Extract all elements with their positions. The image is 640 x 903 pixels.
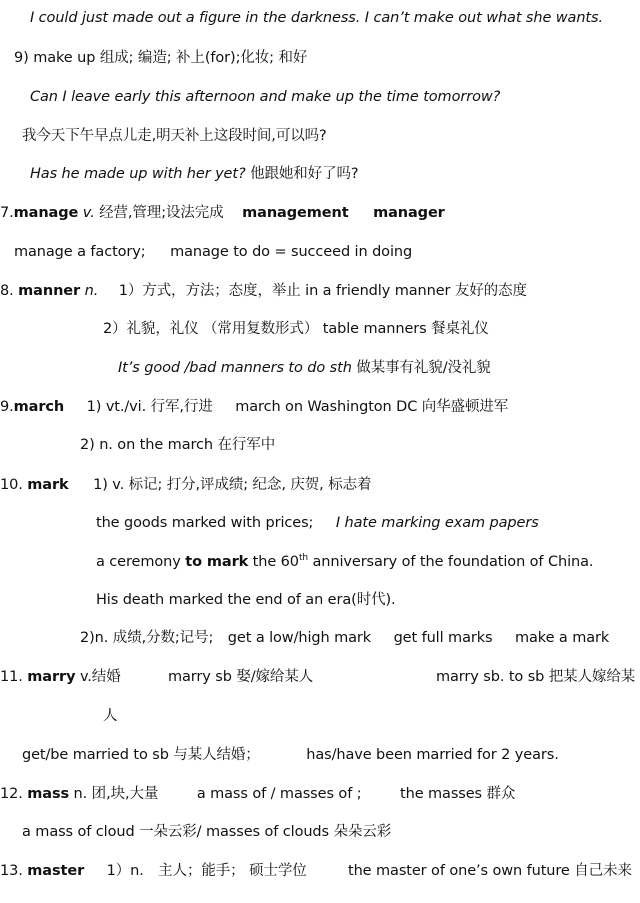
entry-number: 10.	[0, 477, 23, 493]
entry-definition: 1) v. 标记; 打分,评成绩; 纪念, 庆贺, 标志着	[93, 477, 372, 493]
usage-phrase: marry sb. to sb 把某人嫁给某	[436, 669, 636, 685]
entry-definition: 1）n． 主人；能手； 硕士学位	[106, 863, 307, 879]
entry-mark	[0, 475, 371, 495]
headword: mark	[27, 477, 69, 493]
entry-definition: 1) vt./vi. 行军,行进	[86, 399, 213, 415]
entry-mass	[0, 784, 515, 804]
usage-phrase: the masses 群众	[400, 786, 516, 802]
example-made-up-with	[30, 164, 358, 184]
entry-manage	[0, 203, 445, 223]
entry-number: 11.	[0, 669, 23, 685]
part-of-speech: v.结婚	[75, 669, 121, 685]
entry-definition: make up 组成; 编造; 补上(for);化妆; 和好	[33, 50, 308, 66]
headword: mass	[27, 786, 70, 802]
example-text: the 60	[248, 554, 299, 570]
entry-number: 7.	[0, 205, 14, 221]
usage-phrase: march on Washington DC 向华盛顿进军	[235, 399, 509, 415]
example-keyword: to mark	[185, 554, 249, 570]
entry-definition: 1）方式，方法；态度，举止 in a friendly manner 友好的态度	[118, 283, 527, 299]
example-manners	[118, 358, 491, 378]
example-english: Has he made up with her yet?	[30, 166, 246, 182]
headword: manner	[18, 283, 81, 299]
example-chinese: 做某事有礼貌/没礼貌	[351, 360, 491, 376]
wrapped-char: 人	[103, 708, 118, 724]
usage-phrase: I hate marking exam papers	[335, 515, 539, 531]
headword: marry	[27, 669, 76, 685]
example-text: a ceremony	[96, 554, 186, 570]
usage-phrase: get a low/high mark	[227, 630, 372, 646]
example-text: anniversary of the foundation of China.	[307, 554, 594, 570]
translation-make-up-time: 我今天下午早点儿走,明天补上这段时间,可以吗?	[22, 128, 327, 144]
entry-master	[0, 861, 640, 881]
usage-phrase: has/have been married for 2 years.	[306, 747, 559, 763]
sense-march-noun: 2) n. on the march 在行军中	[80, 437, 276, 453]
ordinal-suffix: th	[298, 553, 308, 564]
derived-word-manager: manager	[373, 205, 445, 221]
usage-phrase: manage to do = succeed in doing	[170, 244, 413, 260]
usage-phrase: get full marks	[393, 630, 493, 646]
usage-phrase: the goods marked with prices;	[96, 515, 314, 531]
entry-march	[0, 397, 508, 417]
example-english: It’s good /bad manners to do sth	[118, 360, 352, 376]
derived-word-management: management	[242, 205, 349, 221]
usage-phrase: get/be married to sb 与某人结婚；	[22, 747, 260, 763]
entry-definition: 2)n. 成绩,分数;记号;	[80, 630, 214, 646]
headword: manage	[13, 205, 79, 221]
sense-mark-noun	[80, 628, 609, 648]
entry-number: 9.	[0, 399, 14, 415]
entry-manner	[0, 281, 527, 301]
headword: march	[13, 399, 65, 415]
usage-phrase: manage a factory;	[14, 244, 146, 260]
entry-number: 9)	[14, 50, 29, 66]
usage-mass-cloud: a mass of cloud 一朵云彩/ masses of clouds 朵朵云彩	[22, 824, 392, 840]
entry-number: 13.	[0, 863, 23, 879]
example-sentence-make-out: I could just made out a figure in the darkness. I can’t make out what she wants.	[30, 10, 603, 26]
entry-number: 12.	[0, 786, 23, 802]
usage-mark	[96, 513, 539, 533]
sense-manners: 2）礼貌，礼仪 （常用复数形式） table manners 餐桌礼仪	[103, 321, 489, 337]
part-of-speech: n.	[80, 283, 99, 299]
usage-phrase: the master of one’s own future 自己未来	[348, 863, 632, 879]
entry-number: 8.	[0, 283, 14, 299]
example-mark-era: His death marked the end of an era(时代).	[96, 592, 396, 608]
example-sentence-make-up-time: Can I leave early this afternoon and make up the time tomorrow?	[30, 89, 501, 105]
usage-phrase: marry sb 娶/嫁给某人	[168, 669, 314, 685]
usage-married	[22, 745, 559, 765]
example-mark-anniversary	[96, 552, 593, 572]
entry-marry	[0, 667, 640, 687]
entry-make-up	[14, 48, 307, 68]
part-of-speech: v.	[78, 205, 95, 221]
usage-manage	[14, 242, 412, 262]
part-of-speech: n. 团,块,大量	[69, 786, 159, 802]
headword: master	[27, 863, 85, 879]
usage-phrase: a mass of / masses of ;	[196, 786, 362, 802]
example-chinese: 他跟她和好了吗?	[245, 166, 359, 182]
usage-phrase: make a mark	[514, 630, 610, 646]
entry-definition: 经营,管理;设法完成	[94, 205, 224, 221]
